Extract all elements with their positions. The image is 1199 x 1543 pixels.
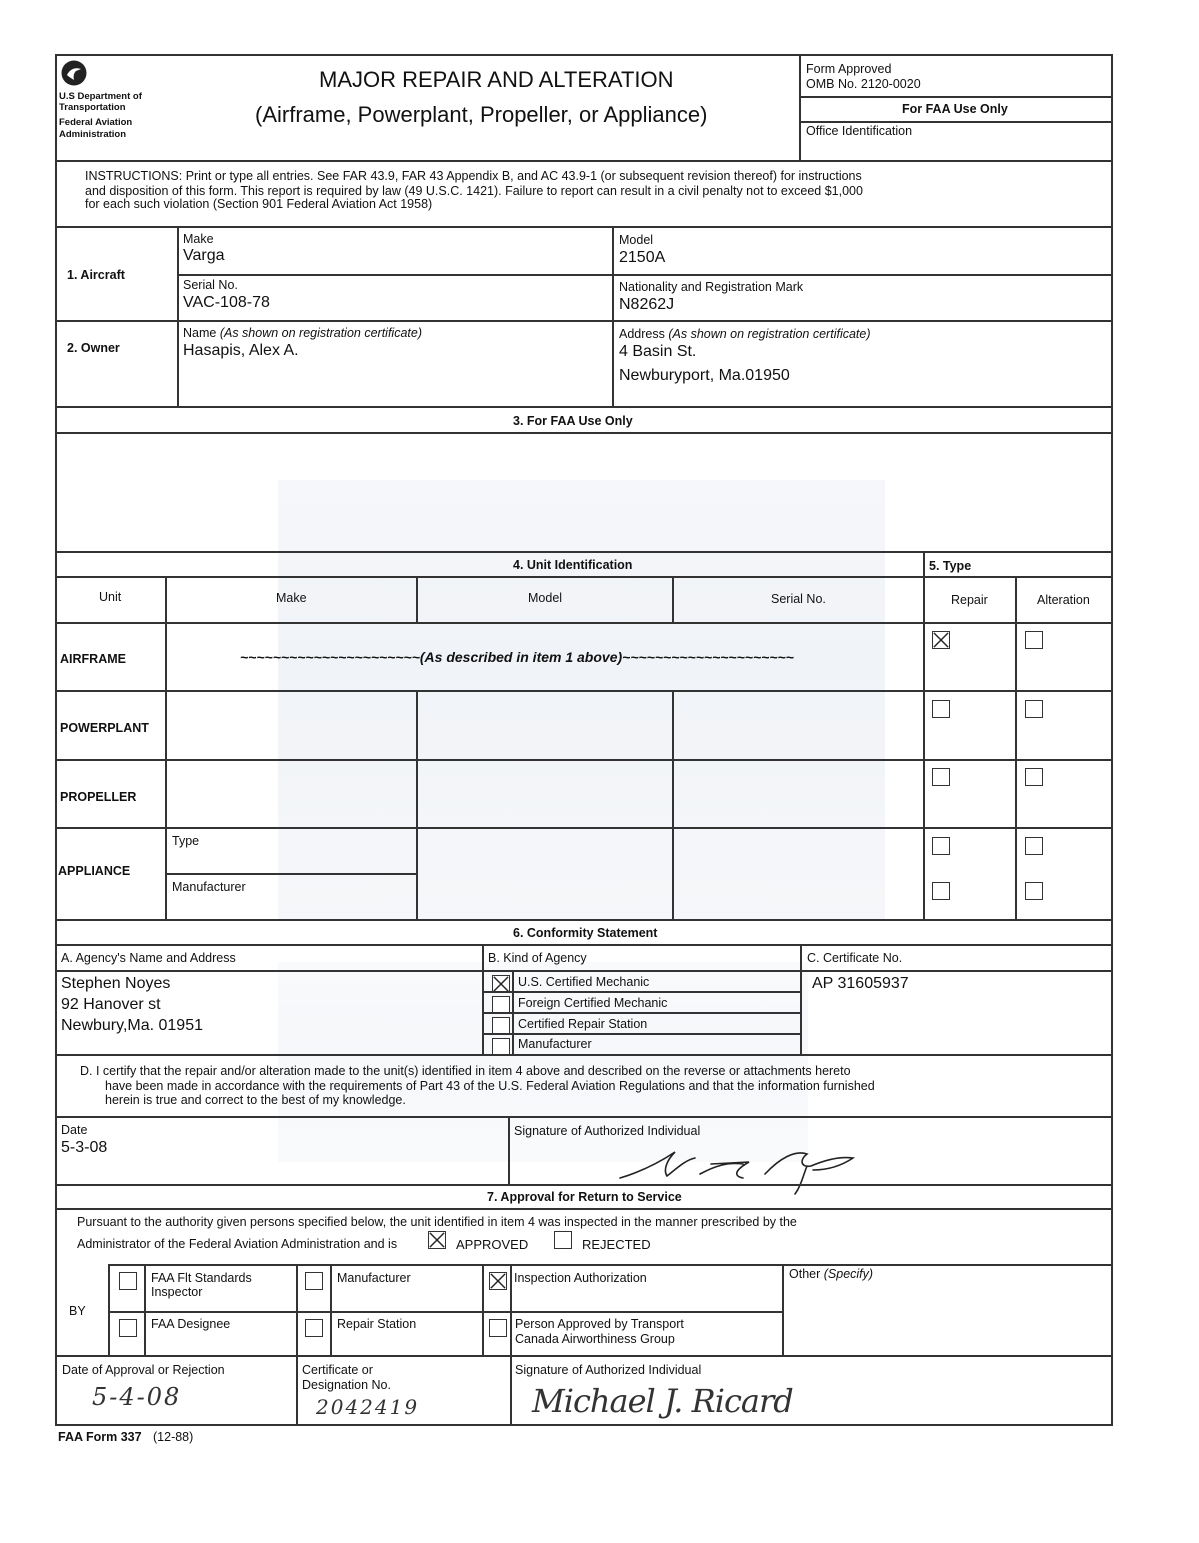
omb-number: OMB No. 2120-0020 (806, 77, 921, 91)
manufacturer-approval-label: Manufacturer (337, 1271, 411, 1285)
faa-use-only-label: For FAA Use Only (902, 102, 1008, 116)
propeller-repair-checkbox[interactable] (932, 768, 950, 786)
form-title: MAJOR REPAIR AND ALTERATION (319, 67, 674, 92)
certificate-designation-label-1: Certificate or (302, 1363, 373, 1377)
inspection-authorization-checkbox[interactable] (489, 1272, 507, 1290)
agency-name-3: Federal Aviation (59, 117, 133, 128)
manufacturer-approval-checkbox[interactable] (305, 1272, 323, 1290)
unit-id-section-label: 4. Unit Identification (513, 558, 633, 572)
conformity-date-field[interactable]: 5-3-08 (61, 1139, 108, 1156)
faa-flt-standards-checkbox[interactable] (119, 1272, 137, 1290)
us-certified-mechanic-label: U.S. Certified Mechanic (518, 975, 650, 989)
instructions-line-2: and disposition of this form. This report is required by law (49 U.S.C. 1421). Failure to report can result in a civil penalty not to exceed $1,000 (85, 184, 863, 198)
owner-address-line-2[interactable]: Newburyport, Ma.01950 (619, 367, 790, 384)
owner-section-label: 2. Owner (67, 341, 120, 355)
col-make-header: Make (276, 591, 307, 605)
repair-station-approval-label: Repair Station (337, 1317, 417, 1331)
powerplant-repair-checkbox[interactable] (932, 700, 950, 718)
airframe-alteration-checkbox[interactable] (1025, 631, 1043, 649)
form-number: FAA Form 337 (58, 1430, 142, 1444)
aircraft-model-field[interactable]: 2150A (619, 249, 666, 266)
certificate-designation-handwritten[interactable]: 2042419 (316, 1395, 420, 1419)
inspector-signature[interactable]: Michael J. Ricard (532, 1382, 793, 1420)
approved-checkbox[interactable] (428, 1231, 446, 1249)
owner-address-line-1[interactable]: 4 Basin St. (619, 343, 697, 360)
airframe-repair-checkbox[interactable] (932, 631, 950, 649)
faa-flt-standards-label-1: FAA Flt Standards (151, 1271, 252, 1285)
propeller-alteration-checkbox[interactable] (1025, 768, 1043, 786)
conformity-signature-label: Signature of Authorized Individual (514, 1124, 701, 1138)
person-approved-label-2: Canada Airworthiness Group (515, 1332, 675, 1346)
appliance-type-alteration-checkbox[interactable] (1025, 837, 1043, 855)
type-section-label: 5. Type (929, 559, 972, 573)
approval-intro-line-1: Pursuant to the authority given persons specified below, the unit identified in item 4 was inspected in the manner prescribed by the (77, 1215, 797, 1229)
col-repair-header: Repair (951, 593, 988, 607)
certificate-designation-label-2: Designation No. (302, 1378, 391, 1392)
repair-station-approval-checkbox[interactable] (305, 1319, 323, 1337)
agency-name-2: Transportation (59, 102, 126, 113)
model-label: Model (619, 233, 654, 247)
agency-name-field[interactable]: Stephen Noyes (61, 975, 171, 992)
agency-name-label: A. Agency's Name and Address (61, 951, 236, 965)
instructions-line-1: INSTRUCTIONS: Print or type all entries. See FAR 43.9, FAR 43 Appendix B, and AC 43.9-1 (or subsequent revision thereof) for instructions (85, 169, 862, 183)
dot-logo (61, 60, 87, 86)
aircraft-section-label: 1. Aircraft (67, 268, 125, 282)
other-label-text: Other (789, 1267, 821, 1281)
owner-address-label-note: (As shown on registration certificate) (668, 327, 871, 341)
form-approved-label: Form Approved (806, 62, 892, 76)
row-airframe-label: AIRFRAME (60, 652, 126, 666)
row-appliance-label: APPLIANCE (58, 864, 131, 878)
approval-date-handwritten[interactable]: 5-4-08 (92, 1383, 182, 1411)
appliance-mfr-repair-checkbox[interactable] (932, 882, 950, 900)
airframe-as-described-note: ~~~~~~~~~~~~~~~~~~~~~~(As described in item 1 above)~~~~~~~~~~~~~~~~~~~~~ (240, 649, 794, 665)
inspection-authorization-label: Inspection Authorization (514, 1271, 647, 1285)
approval-intro-line-2: Administrator of the Federal Aviation Administration and is (77, 1237, 398, 1251)
approval-section-label: 7. Approval for Return to Service (487, 1190, 682, 1204)
certified-repair-station-label: Certified Repair Station (518, 1017, 648, 1031)
registration-field[interactable]: N8262J (619, 296, 675, 313)
col-serial-header: Serial No. (771, 592, 826, 606)
by-label: BY (69, 1304, 86, 1318)
agency-name-4: Administration (59, 129, 127, 140)
certificate-no-label: C. Certificate No. (807, 951, 903, 965)
faa-designee-checkbox[interactable] (119, 1319, 137, 1337)
dot-seal-icon (61, 60, 87, 86)
form-revision: (12-88) (153, 1430, 194, 1444)
approval-signature-label: Signature of Authorized Individual (515, 1363, 702, 1377)
kind-of-agency-label: B. Kind of Agency (488, 951, 587, 965)
other-label-note: (Specify) (823, 1267, 874, 1281)
col-model-header: Model (528, 591, 563, 605)
owner-name-field[interactable]: Hasapis, Alex A. (183, 342, 299, 359)
certify-statement-line-2: have been made in accordance with the requirements of Part 43 of the U.S. Federal Aviation Regulations and that the information furnished (105, 1079, 875, 1093)
certificate-no-field[interactable]: AP 31605937 (812, 975, 909, 992)
instructions-line-3: for each such violation (Section 901 Federal Aviation Act 1958) (85, 197, 433, 211)
conformity-date-label: Date (61, 1123, 88, 1137)
certify-statement-line-3: herein is true and correct to the best of my knowledge. (105, 1093, 406, 1107)
rejected-label: REJECTED (582, 1237, 651, 1252)
approved-label: APPROVED (456, 1237, 529, 1252)
appliance-type-repair-checkbox[interactable] (932, 837, 950, 855)
foreign-certified-mechanic-label: Foreign Certified Mechanic (518, 996, 668, 1010)
appliance-type-label: Type (172, 834, 200, 848)
agency-name-1: U.S Department of (59, 91, 142, 102)
faa-use-section-label: 3. For FAA Use Only (513, 414, 633, 428)
office-identification-label: Office Identification (806, 124, 913, 138)
faa-designee-label: FAA Designee (151, 1317, 231, 1331)
aircraft-make-field[interactable]: Varga (183, 247, 225, 264)
manufacturer-agency-label: Manufacturer (518, 1037, 592, 1051)
make-label: Make (183, 232, 214, 246)
owner-name-label-text: Name (183, 326, 217, 340)
certify-statement-line-1: D. I certify that the repair and/or alteration made to the unit(s) identified in item 4 above and described on the reverse or attachments hereto (80, 1064, 851, 1078)
appliance-mfr-alteration-checkbox[interactable] (1025, 882, 1043, 900)
owner-name-label (183, 326, 422, 340)
other-specify-label (789, 1267, 873, 1281)
row-propeller-label: PROPELLER (60, 790, 137, 804)
serial-label: Serial No. (183, 278, 238, 292)
col-unit-header: Unit (99, 590, 122, 604)
nationality-label: Nationality and Registration Mark (619, 280, 804, 294)
aircraft-serial-field[interactable]: VAC-108-78 (183, 294, 270, 311)
person-approved-label-1: Person Approved by Transport (515, 1317, 684, 1331)
owner-address-label (619, 327, 871, 341)
row-powerplant-label: POWERPLANT (60, 721, 149, 735)
faa-flt-standards-label-2: Inspector (151, 1285, 203, 1299)
agency-address-line-2[interactable]: Newbury,Ma. 01951 (61, 1017, 203, 1034)
appliance-manufacturer-label: Manufacturer (172, 880, 246, 894)
powerplant-alteration-checkbox[interactable] (1025, 700, 1043, 718)
form-subtitle: (Airframe, Powerplant, Propeller, or Appliance) (255, 102, 708, 127)
col-alteration-header: Alteration (1037, 593, 1090, 607)
approval-date-label: Date of Approval or Rejection (62, 1363, 225, 1377)
agency-address-line-1[interactable]: 92 Hanover st (61, 996, 161, 1013)
owner-name-label-note: (As shown on registration certificate) (219, 326, 422, 340)
owner-address-label-text: Address (619, 327, 665, 341)
person-approved-transport-canada-checkbox[interactable] (489, 1319, 507, 1337)
conformity-section-label: 6. Conformity Statement (513, 926, 658, 940)
rejected-checkbox[interactable] (554, 1231, 572, 1249)
